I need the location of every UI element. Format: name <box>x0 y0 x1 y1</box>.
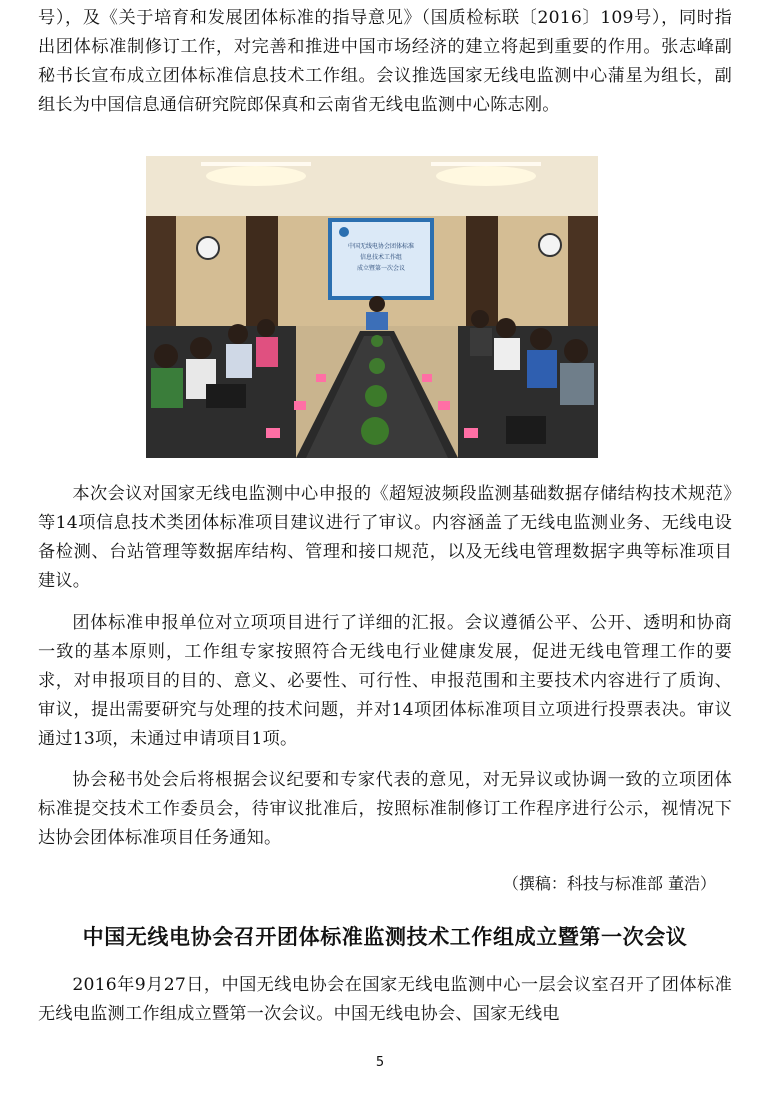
screen-line-3: 成立暨第一次会议 <box>356 265 406 272</box>
screen-line-1: 中国无线电协会团体标准 <box>347 243 415 250</box>
byline: （撰稿：科技与标准部 董浩） <box>502 874 716 893</box>
paragraph-intro-continued: 号），及《关于培育和发展团体标准的指导意见》（国质检标联〔2016〕109号），同时指出团体标准制修订工作，对完善和推进中国市场经济的建立将起到重要的作用。张志峰副秘书长宣布成立团体标准信息技术工作组。会议推选国家无线电监测中心蒲星为组长，副组长为中国信息通信研究院郎保真和云南省无线电监测中心陈志刚。 <box>38 8 732 115</box>
screen-line-2: 信息技术工作组 <box>359 254 403 261</box>
paragraph-review: 本次会议对国家无线电监测中心申报的《超短波频段监测基础数据存储结构技术规范》等14项信息技术类团体标准项目建议进行了审议。内容涵盖了无线电监测业务、无线电设备检测、台站管理等数据库结构、管理和接口规范，以及无线电管理数据字典等标准项目建议。 <box>38 484 732 591</box>
paragraph-follow-up: 协会秘书处会后将根据会议纪要和专家代表的意见，对无异议或协调一致的立项团体标准提交技术工作委员会，待审议批准后，按照标准制修订工作程序进行公示，视情况下达协会团体标准项目任务通知。 <box>38 770 732 848</box>
page-number: 5 <box>375 1055 385 1070</box>
paragraph-voting: 团体标准申报单位对立项项目进行了详细的汇报。会议遵循公平、公开、透明和协商一致的基本原则，工作组专家按照符合无线电行业健康发展，促进无线电管理工作的要求，对申报项目的目的、意义、必要性、可行性、申报范围和主要技术内容进行了质询、审议，提出需要研究与处理的技术问题，并对14项团体标准项目立项进行投票表决。审议通过13项，未通过申请项目1项。 <box>38 613 732 749</box>
meeting-photo <box>146 156 598 458</box>
article-heading: 中国无线电协会召开团体标准监测技术工作组成立暨第一次会议 <box>82 925 688 949</box>
paragraph-meeting-date: 2016年9月27日，中国无线电协会在国家无线电监测中心一层会议室召开了团体标准无线电监测工作组成立暨第一次会议。中国无线电协会、国家无线电 <box>38 975 732 1024</box>
